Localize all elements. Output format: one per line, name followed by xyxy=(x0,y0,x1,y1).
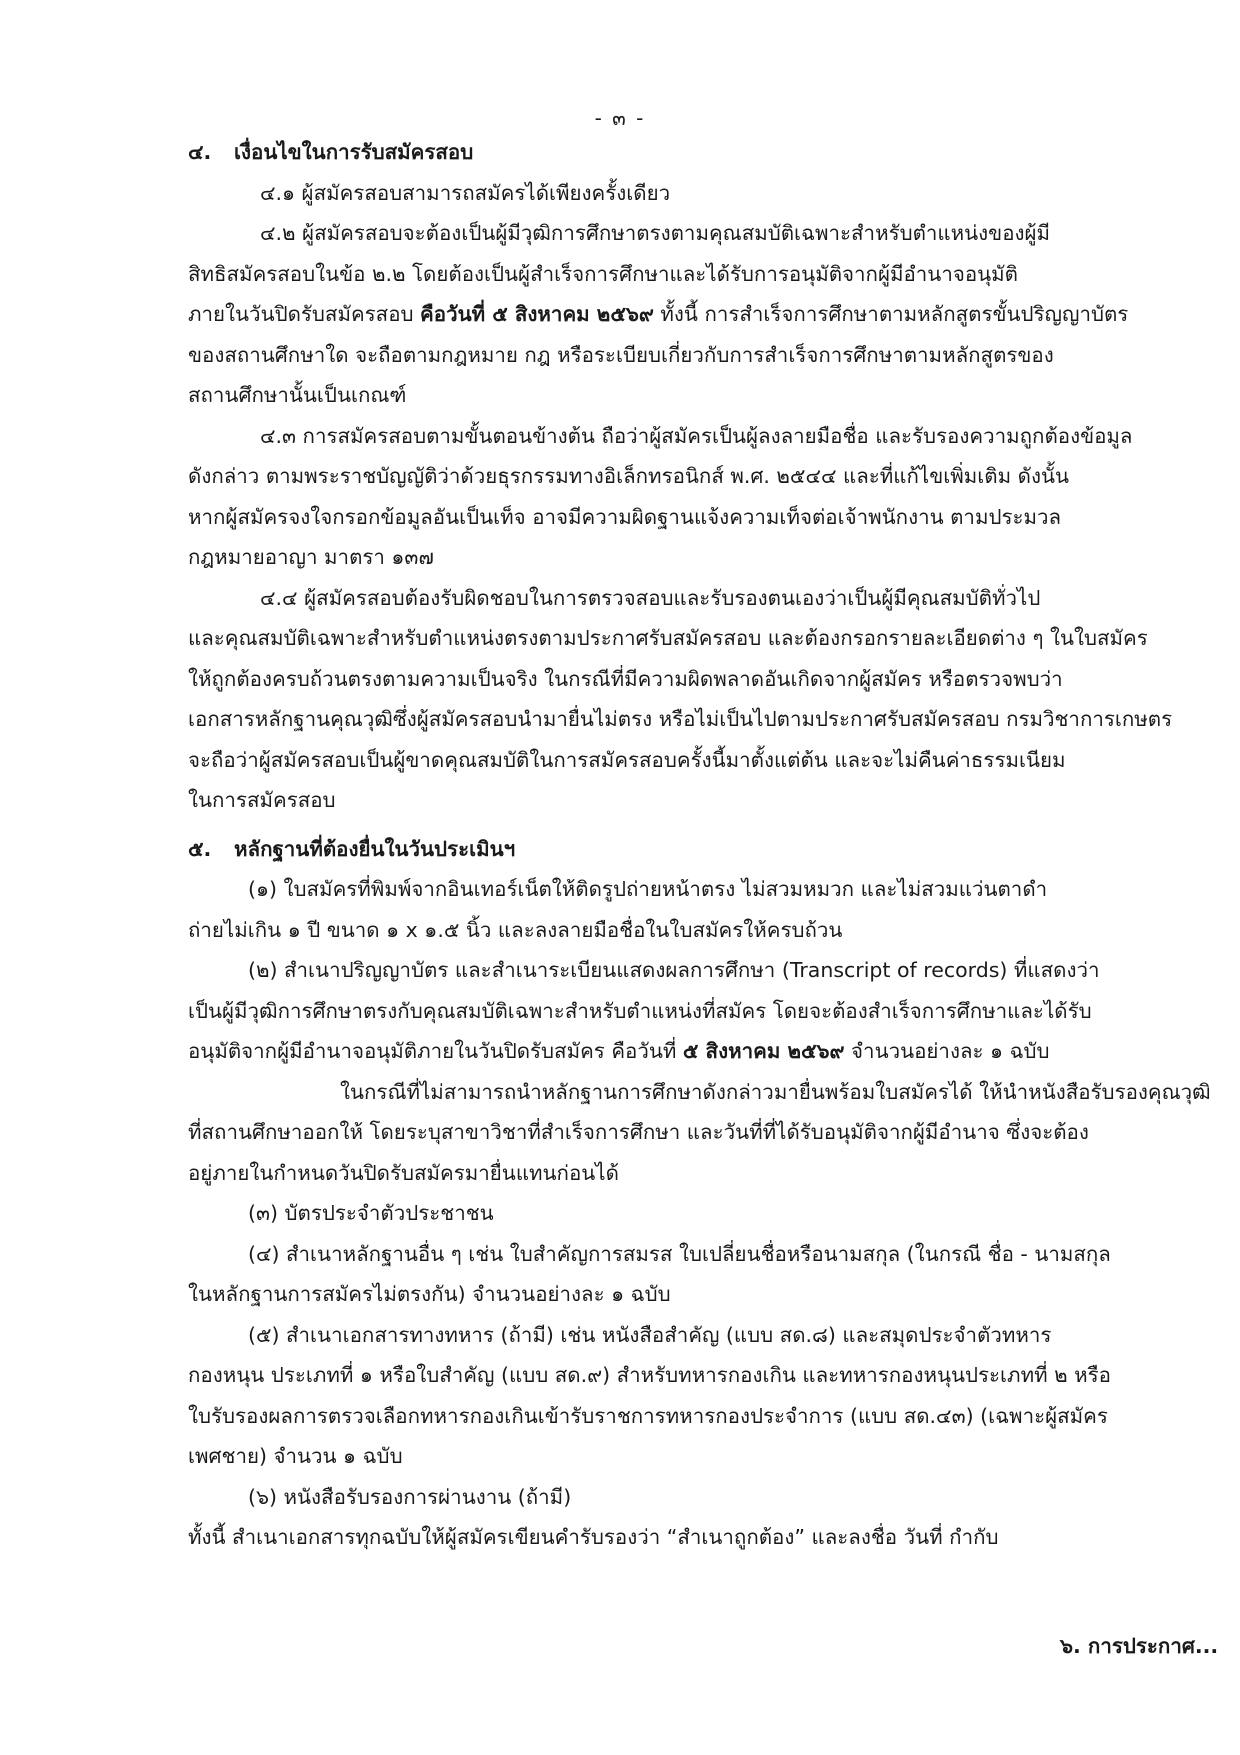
clause-4-2-text-c: ทั้งนี้ การสำเร็จการศึกษาตามหลักสูตรขั้นปริญญาบัตร xyxy=(653,302,1129,326)
item-2-text-c: จำนวนอย่างละ ๑ ฉบับ xyxy=(844,1039,1050,1063)
closing-note: ทั้งนี้ สำเนาเอกสารทุกฉบับให้ผู้สมัครเขียนคำรับรองว่า “สำเนาถูกต้อง” และลงชื่อ วันที่ กำกับ xyxy=(188,1525,999,1549)
item-2-note-line-2: ที่สถานศึกษาออกให้ โดยระบุสาขาวิชาที่สำเร็จการศึกษา และวันที่ที่ได้รับอนุมัติจากผู้มีอำนาจ ซึ่งจะต้อง xyxy=(188,1120,1089,1144)
clause-4-4-line-2: และคุณสมบัติเฉพาะสำหรับตำแหน่งตรงตามประกาศรับสมัครสอบ และต้องกรอกรายละเอียดต่าง ๆ ในใบสมัคร xyxy=(188,626,1148,650)
item-5-line-3: ใบรับรองผลการตรวจเลือกทหารกองเกินเข้ารับราชการทหารกองประจำการ (แบบ สด.๔๓) (เฉพาะผู้สมัคร xyxy=(188,1404,1108,1428)
clause-4-2-text-a: ภายในวันปิดรับสมัครสอบ xyxy=(188,302,421,326)
section-4-title: เงื่อนไขในการรับสมัครสอบ xyxy=(234,140,474,164)
item-4-line-2: ในหลักฐานการสมัครไม่ตรงกัน) จำนวนอย่างละ ๑ ฉบับ xyxy=(188,1282,671,1306)
section-4-number: ๔. xyxy=(188,140,212,164)
clause-4-3-line-4: กฎหมายอาญา มาตรา ๑๓๗ xyxy=(188,545,434,569)
clause-4-4-line-3: ให้ถูกต้องครบถ้วนตรงตามความเป็นจริง ในกรณีที่มีความผิดพลาดอันเกิดจากผู้สมัคร หรือตรวจพบว่า xyxy=(188,667,1063,691)
item-3: (๓) บัตรประจำตัวประชาชน xyxy=(248,1201,494,1225)
clause-4-3-line-3: หากผู้สมัครจงใจกรอกข้อมูลอันเป็นเท็จ อาจมีความผิดฐานแจ้งความเท็จต่อเจ้าพนักงาน ตามประมวล xyxy=(188,505,1062,529)
clause-4-1: ๔.๑ ผู้สมัครสอบสามารถสมัครได้เพียงครั้งเดียว xyxy=(260,181,671,205)
clause-4-2-line-4: ของสถานศึกษาใด จะถือตามกฎหมาย กฎ หรือระเบียบเกี่ยวกับการสำเร็จการศึกษาตามหลักสูตรของ xyxy=(188,343,1054,367)
item-2-line-3 xyxy=(188,1041,1050,1062)
section-5-title: หลักฐานที่ต้องยื่นในวันประเมินฯ xyxy=(234,837,516,861)
item-6: (๖) หนังสือรับรองการผ่านงาน (ถ้ามี) xyxy=(248,1485,572,1509)
clause-4-2-line-1: ๔.๒ ผู้สมัครสอบจะต้องเป็นผู้มีวุฒิการศึกษาตรงตามคุณสมบัติเฉพาะสำหรับตำแหน่งของผู้มี xyxy=(260,221,1051,245)
page-number: - ๓ - xyxy=(594,106,646,130)
clause-4-2-line-3 xyxy=(188,304,1128,325)
section-5-number: ๕. xyxy=(188,837,212,861)
clause-4-4-line-5: จะถือว่าผู้สมัครสอบเป็นผู้ขาดคุณสมบัติในการสมัครสอบครั้งนี้มาตั้งแต่ต้น และจะไม่คืนค่าธรรมเนียม xyxy=(188,748,1066,772)
clause-4-3-line-1: ๔.๓ การสมัครสอบตามขั้นตอนข้างต้น ถือว่าผู้สมัครเป็นผู้ลงลายมือชื่อ และรับรองความถูกต้องข้อมูล xyxy=(260,424,1133,448)
item-4-line-1: (๔) สำเนาหลักฐานอื่น ๆ เช่น ใบสำคัญการสมรส ใบเปลี่ยนชื่อหรือนามสกุล (ในกรณี ชื่อ - นามสกุล xyxy=(248,1242,1111,1266)
section-5-heading xyxy=(188,839,515,860)
item-2-note-line-1: ในกรณีที่ไม่สามารถนำหลักฐานการศึกษาดังกล่าวมายื่นพร้อมใบสมัครได้ ให้นำหนังสือรับรองคุณวุฒิ xyxy=(340,1080,1211,1104)
item-2-deadline-bold: ๕ สิงหาคม ๒๕๖๙ xyxy=(682,1039,845,1063)
clause-4-4-line-4: เอกสารหลักฐานคุณวุฒิซึ่งผู้สมัครสอบนำมายื่นไม่ตรง หรือไม่เป็นไปตามประกาศรับสมัครสอบ กรมวิชาการเกษตร xyxy=(188,707,1173,731)
item-5-line-1: (๕) สำเนาเอกสารทางทหาร (ถ้ามี) เช่น หนังสือสำคัญ (แบบ สด.๘) และสมุดประจำตัวทหาร xyxy=(248,1323,1052,1347)
item-5-line-2: กองหนุน ประเภทที่ ๑ หรือใบสำคัญ (แบบ สด.๙) สำหรับทหารกองเกิน และทหารกองหนุนประเภทที่ ๒ หรือ xyxy=(188,1363,1111,1387)
continuation-footer: ๖. การประกาศ... xyxy=(1060,1634,1219,1658)
clause-4-4-line-6: ในการสมัครสอบ xyxy=(188,788,336,812)
clause-4-4-line-1: ๔.๔ ผู้สมัครสอบต้องรับผิดชอบในการตรวจสอบและรับรองตนเองว่าเป็นผู้มีคุณสมบัติทั่วไป xyxy=(260,586,1041,610)
item-5-line-4: เพศชาย) จำนวน ๑ ฉบับ xyxy=(188,1444,403,1468)
item-2-text-a: อนุมัติจากผู้มีอำนาจอนุมัติภายในวันปิดรับสมัคร คือวันที่ xyxy=(188,1039,683,1063)
item-2-line-1: (๒) สำเนาปริญญาบัตร และสำเนาระเบียนแสดงผลการศึกษา (Transcript of records) ที่แสดงว่า xyxy=(248,958,1100,982)
item-1-line-2: ถ่ายไม่เกิน ๑ ปี ขนาด ๑ x ๑.๕ นิ้ว และลงลายมือชื่อในใบสมัครให้ครบถ้วน xyxy=(188,918,843,942)
item-1-line-1: (๑) ใบสมัครที่พิมพ์จากอินเทอร์เน็ตให้ติดรูปถ่ายหน้าตรง ไม่สวมหมวก และไม่สวมแว่นตาดำ xyxy=(248,877,1048,901)
item-2-line-2: เป็นผู้มีวุฒิการศึกษาตรงกับคุณสมบัติเฉพาะสำหรับตำแหน่งที่สมัคร โดยจะต้องสำเร็จการศึกษาและได้รับ xyxy=(188,999,1092,1023)
clause-4-2-line-2: สิทธิสมัครสอบในข้อ ๒.๒ โดยต้องเป็นผู้สำเร็จการศึกษาและได้รับการอนุมัติจากผู้มีอำนาจอนุมัติ xyxy=(188,262,1018,286)
item-2-note-line-3: อยู่ภายในกำหนดวันปิดรับสมัครมายื่นแทนก่อนได้ xyxy=(188,1161,619,1185)
deadline-bold: คือวันที่ ๕ สิงหาคม ๒๕๖๙ xyxy=(420,302,654,326)
clause-4-2-line-5: สถานศึกษานั้นเป็นเกณฑ์ xyxy=(188,383,407,407)
clause-4-3-line-2: ดังกล่าว ตามพระราชบัญญัติว่าด้วยธุรกรรมทางอิเล็กทรอนิกส์ พ.ศ. ๒๕๔๔ และที่แก้ไขเพิ่มเติม ดังนั้น xyxy=(188,464,1069,488)
section-4-heading xyxy=(188,142,473,163)
